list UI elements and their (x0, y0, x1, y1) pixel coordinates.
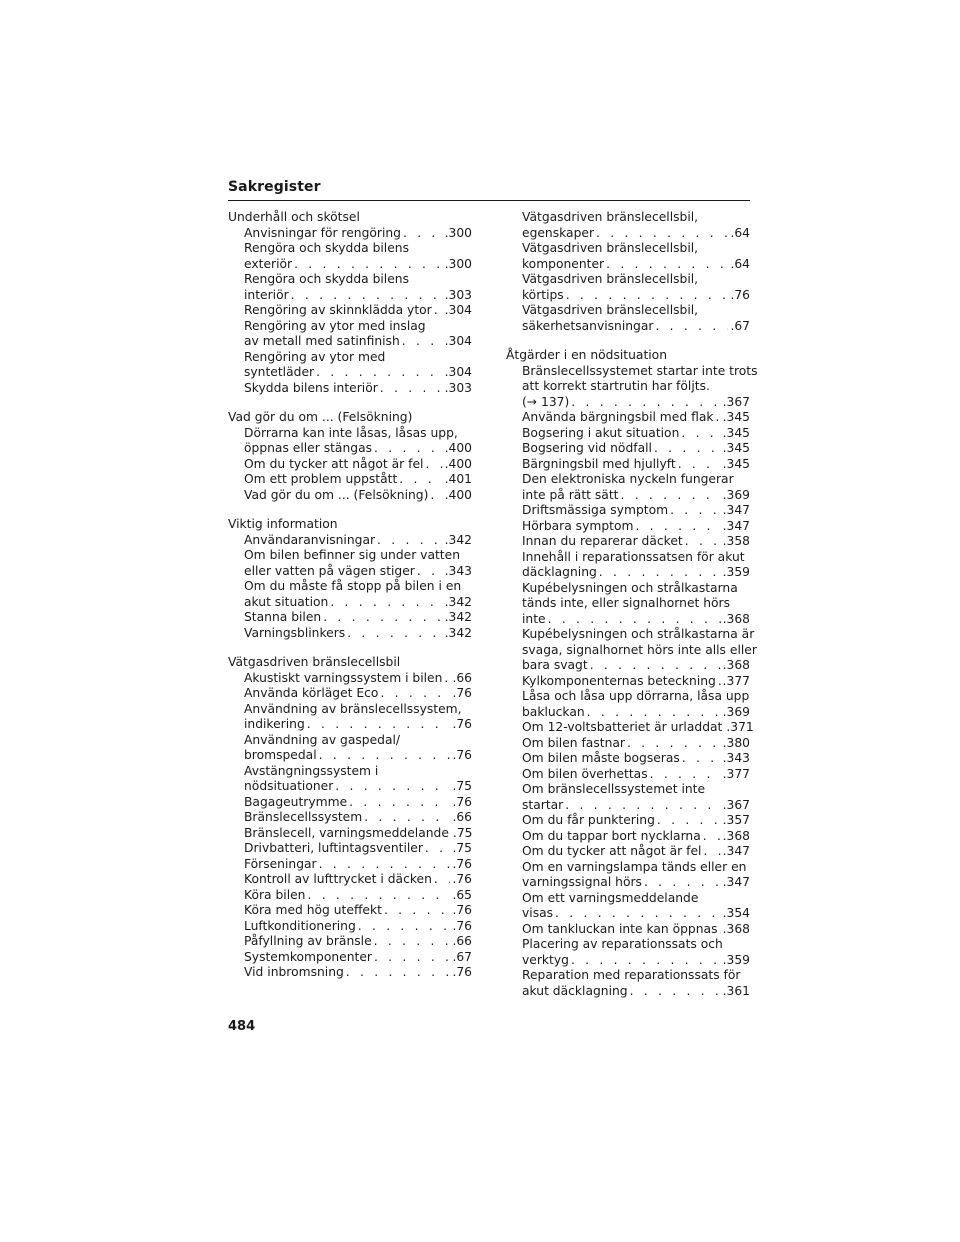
entry-text: Bränslecellssystemet startar inte trots (522, 363, 758, 378)
entry-text: Kylkomponenternas beteckning (522, 673, 716, 688)
dot-leader (546, 612, 721, 628)
index-entry[interactable] (506, 519, 750, 535)
entry-page-ref[interactable]: .359 (722, 565, 750, 579)
index-entry[interactable] (506, 767, 750, 783)
entry-page-ref[interactable]: .347 (722, 844, 750, 858)
index-entry[interactable] (506, 363, 758, 411)
entry-page-ref[interactable]: .367 (722, 797, 750, 812)
entry-page-ref[interactable]: .76 (452, 717, 472, 731)
entry-page-ref[interactable]: .369 (722, 704, 750, 719)
entry-page-ref[interactable]: .361 (722, 983, 750, 998)
index-entry[interactable] (506, 426, 750, 442)
entry-text: Drivbatteri, luftintagsventiler (244, 841, 423, 855)
index-section (228, 517, 472, 641)
entry-text: syntetläder (244, 365, 315, 379)
dot-leader (713, 410, 720, 426)
entry-page-ref[interactable]: .75 (452, 825, 473, 840)
entry-page-ref[interactable]: .377 (722, 673, 750, 688)
entry-page-ref[interactable]: .65 (452, 887, 472, 902)
entry-text: komponenter (522, 256, 605, 271)
entry-text: bakluckan (522, 704, 585, 719)
entry-text: Om bilen överhettas (522, 766, 648, 781)
dot-leader (653, 319, 728, 335)
entry-page-ref[interactable]: .368 (722, 921, 750, 936)
index-entry[interactable] (228, 579, 472, 610)
dot-leader (679, 426, 720, 442)
dot-leader (642, 875, 721, 891)
entry-page-ref[interactable]: .303 (444, 380, 472, 395)
dot-leader (569, 395, 720, 411)
entry-text: Akustiskt varningssystem i bilen (244, 670, 443, 685)
entry-text: Om bilen måste bogseras (522, 751, 680, 765)
index-column-right (506, 210, 758, 1013)
index-entry[interactable] (506, 303, 750, 334)
entry-page-ref[interactable]: .300 (444, 225, 472, 240)
index-entry[interactable] (228, 303, 472, 319)
entry-text: Varningsblinkers (244, 625, 346, 640)
entry-page-ref[interactable]: .401 (444, 472, 472, 486)
dot-leader (321, 610, 442, 626)
index-entry[interactable] (506, 782, 750, 813)
dot-leader (564, 288, 729, 304)
dot-leader (317, 857, 451, 873)
entry-text: inte (522, 611, 546, 626)
dot-leader (305, 717, 451, 733)
entry-text: Om bränslecellssystemet inte (522, 782, 706, 796)
entry-text: Vad gör du om ... (Felsökning) (244, 487, 429, 502)
entry-text: Avstängningssystem i (244, 763, 379, 778)
entry-page-ref[interactable]: .66 (452, 934, 472, 948)
dot-leader (423, 457, 442, 473)
entry-page-ref[interactable]: .76 (452, 686, 472, 700)
entry-text: tänds inte, eller signalhornet hörs (522, 596, 731, 610)
entry-page-ref[interactable]: .304 (444, 334, 472, 348)
dot-leader (618, 488, 720, 504)
index-entry[interactable] (506, 503, 750, 519)
entry-text: däcklagning (522, 565, 597, 579)
dot-leader (317, 748, 451, 764)
entry-text: Bränslecellssystem (244, 810, 363, 824)
dot-leader (432, 303, 443, 319)
entry-text: Kupébelysningen och strålkastarna är (522, 627, 755, 641)
entry-text: Luftkonditionering (244, 918, 356, 933)
index-entry[interactable] (228, 381, 472, 397)
entry-page-ref[interactable]: .345 (722, 441, 750, 455)
entry-text: Om ett varningsmeddelande (522, 890, 699, 905)
entry-page-ref[interactable]: .76 (452, 748, 472, 762)
index-entry[interactable] (506, 937, 750, 968)
entry-page-ref[interactable]: .342 (444, 532, 472, 547)
dot-leader (372, 950, 450, 966)
index-entry[interactable] (228, 488, 472, 504)
entry-text: Driftsmässiga symptom (522, 503, 669, 517)
index-entry[interactable] (506, 689, 750, 720)
index-entry[interactable] (228, 950, 472, 966)
index-section (506, 210, 750, 334)
dot-leader (633, 519, 720, 535)
index-heading: Vad gör du om ... (Felsökning) (228, 410, 413, 424)
entry-page-ref[interactable]: .76 (452, 856, 472, 871)
index-entry[interactable] (228, 764, 472, 795)
dot-leader (594, 226, 728, 242)
entry-page-ref[interactable]: .369 (722, 487, 750, 502)
index-entry[interactable] (228, 919, 472, 935)
entry-page-ref[interactable]: .371 (726, 720, 754, 734)
entry-page-ref[interactable]: .303 (444, 287, 472, 302)
entry-text: Bogsering vid nödfall (522, 441, 652, 455)
dot-leader (356, 919, 451, 935)
entry-page-ref[interactable]: .342 (444, 594, 472, 609)
dot-leader (382, 903, 451, 919)
dot-leader (289, 288, 443, 304)
dot-leader (314, 365, 443, 381)
index-entry[interactable] (228, 872, 472, 888)
entry-page-ref[interactable]: .347 (722, 875, 750, 889)
dot-leader (563, 798, 720, 814)
dot-leader (442, 671, 450, 687)
dot-leader (305, 888, 450, 904)
entry-text: Om en varningslampa tänds eller en (522, 859, 747, 874)
dot-leader (597, 565, 721, 581)
entry-page-ref[interactable]: .343 (444, 563, 472, 578)
entry-text: Om du måste få stopp på bilen i en (244, 579, 462, 593)
entry-page-ref[interactable]: .345 (722, 456, 750, 471)
dot-leader (680, 751, 721, 767)
dot-leader (401, 226, 443, 242)
index-entry[interactable] (228, 686, 472, 702)
index-section (228, 410, 472, 503)
entry-page-ref[interactable]: .304 (444, 365, 472, 379)
header-divider (228, 200, 750, 201)
entry-page-ref[interactable]: .357 (722, 813, 750, 827)
entry-text: Köra bilen (244, 887, 306, 902)
index-entry[interactable] (228, 965, 472, 981)
entry-text: Kontroll av lufttrycket i däcken (244, 872, 432, 886)
entry-page-ref[interactable]: .67 (452, 949, 472, 964)
entry-text: Om du får punktering (522, 813, 655, 827)
dot-leader (328, 595, 442, 611)
index-title: Sakregister (228, 179, 321, 195)
entry-page-ref[interactable]: .368 (722, 611, 750, 626)
index-heading: Underhåll och skötsel (228, 210, 360, 224)
entry-page-ref[interactable]: .347 (722, 518, 750, 533)
index-entry[interactable] (228, 826, 472, 842)
entry-text: egenskaper (522, 225, 595, 240)
entry-text: Om bilen fastnar (522, 735, 625, 750)
entry-text: nödsituationer (244, 779, 334, 793)
entry-text: bara svagt (522, 658, 588, 672)
entry-page-ref[interactable]: .342 (444, 610, 472, 624)
index-entry[interactable] (228, 671, 472, 687)
entry-page-ref[interactable]: .64 (730, 256, 750, 271)
entry-text: Rengöra och skydda bilens (244, 272, 409, 286)
index-column-left (228, 210, 472, 995)
index-entry[interactable] (506, 844, 750, 860)
entry-page-ref[interactable]: .64 (730, 225, 750, 240)
dot-leader (292, 257, 443, 273)
entry-text: Om tankluckan inte kan öppnas (522, 921, 718, 936)
entry-text: Vätgasdriven bränslecellsbil, (522, 241, 699, 255)
entry-text: Reparation med reparationssats för (522, 968, 741, 982)
entry-text: av metall med satinfinish (244, 334, 400, 348)
entry-text: Vätgasdriven bränslecellsbil, (522, 210, 699, 224)
index-entry[interactable] (506, 410, 750, 426)
dot-leader (588, 658, 721, 674)
index-entry[interactable] (228, 426, 472, 457)
entry-page-ref[interactable]: .368 (722, 658, 750, 672)
entry-text: eller vatten på vägen stiger (244, 563, 415, 578)
dot-leader (344, 965, 451, 981)
index-entry[interactable] (228, 857, 472, 873)
entry-text: Använda bärgningsbil med flak (522, 410, 714, 424)
entry-page-ref[interactable]: .345 (722, 425, 750, 440)
entry-text: Om du tycker att något är fel (244, 456, 424, 471)
dot-leader (423, 841, 451, 857)
index-entry[interactable] (228, 934, 472, 950)
entry-page-ref[interactable]: .368 (722, 828, 750, 843)
index-entry[interactable] (228, 472, 472, 488)
index-entry[interactable] (506, 627, 757, 674)
entry-text: Rengöring av skinnklädda ytor (244, 303, 432, 317)
entry-page-ref[interactable]: .304 (444, 303, 472, 317)
entry-text: Systemkomponenter (244, 949, 372, 964)
entry-text: Använda körläget Eco (244, 686, 379, 700)
entry-text: Om du tappar bort nycklarna (522, 828, 701, 843)
entry-text: Om du tycker att något är fel (522, 844, 702, 858)
dot-leader (347, 795, 450, 811)
index-heading: Vätgasdriven bränslecellsbil (228, 655, 401, 669)
index-entry[interactable] (506, 472, 750, 503)
entry-text: Bagageutrymme (244, 794, 348, 809)
index-entry[interactable] (228, 533, 472, 549)
index-entry[interactable] (228, 733, 472, 764)
entry-text: varningssignal hörs (522, 875, 642, 889)
entry-text: Rengöra och skydda bilens (244, 241, 409, 255)
dot-leader (378, 686, 450, 702)
dot-leader (375, 533, 443, 549)
index-entry[interactable] (506, 241, 750, 272)
index-heading: Åtgärder i en nödsituation (506, 348, 667, 362)
dot-leader (701, 829, 721, 845)
index-entry[interactable] (506, 272, 750, 303)
entry-text: visas (522, 906, 554, 920)
dot-leader (372, 441, 443, 457)
entry-text: akut situation (244, 594, 329, 609)
entry-page-ref[interactable]: .400 (444, 487, 472, 502)
index-entry[interactable] (506, 674, 750, 690)
entry-text: (→ 137) (522, 394, 570, 409)
index-entry[interactable] (506, 581, 750, 628)
entry-page-ref[interactable]: .76 (452, 918, 472, 933)
entry-page-ref[interactable]: .76 (730, 287, 750, 302)
entry-page-ref[interactable]: .380 (722, 735, 750, 750)
entry-text: Den elektroniska nyckeln fungerar (522, 472, 734, 486)
entry-text: Om bilen befinner sig under vatten (244, 548, 460, 562)
index-entry[interactable] (506, 534, 750, 550)
entry-page-ref[interactable]: .354 (722, 906, 750, 920)
entry-text: Användaranvisningar (244, 532, 376, 547)
entry-page-ref[interactable]: .358 (722, 534, 750, 548)
dot-leader (569, 953, 721, 969)
index-entry[interactable] (228, 626, 472, 642)
entry-text: Innan du reparerar däcket (522, 534, 683, 548)
index-entry[interactable] (228, 841, 472, 857)
index-entry[interactable] (228, 610, 472, 626)
entry-page-ref[interactable]: .76 (452, 965, 472, 979)
dot-leader (628, 984, 721, 1000)
entry-text: Dörrarna kan inte låsas, låsas upp, (244, 425, 458, 440)
dot-leader (432, 872, 451, 888)
page-number: 484 (228, 1019, 256, 1034)
entry-text: att korrekt startrutin har följts. (522, 379, 710, 393)
entry-page-ref[interactable]: .75 (452, 841, 472, 855)
entry-text: Innehåll i reparationssatsen för akut (522, 549, 745, 564)
entry-text: Skydda bilens interiör (244, 380, 378, 395)
entry-page-ref[interactable]: .377 (722, 766, 750, 781)
index-heading: Viktig information (228, 517, 338, 531)
index-entry[interactable] (228, 241, 472, 272)
dot-leader (648, 767, 721, 783)
index-entry[interactable] (506, 720, 754, 736)
index-entry[interactable] (228, 888, 472, 904)
index-entry[interactable] (228, 457, 472, 473)
dot-leader (415, 564, 443, 580)
index-section (228, 655, 472, 981)
entry-text: inte på rätt sätt (522, 487, 619, 502)
index-entry[interactable] (506, 891, 750, 922)
index-entry[interactable] (228, 226, 472, 242)
index-entry[interactable] (506, 457, 750, 473)
dot-leader (676, 457, 721, 473)
entry-text: Om 12-voltsbatteriet är urladdat (522, 720, 723, 734)
index-entry[interactable] (228, 903, 472, 919)
entry-text: Stanna bilen (244, 610, 322, 624)
entry-text: Anvisningar för rengöring (244, 225, 401, 240)
dot-leader (372, 934, 451, 950)
entry-page-ref[interactable]: .300 (444, 256, 472, 271)
index-section (228, 210, 472, 396)
entry-page-ref[interactable]: .347 (722, 503, 750, 517)
entry-text: säkerhetsanvisningar (522, 318, 654, 333)
dot-leader (655, 813, 721, 829)
entry-page-ref[interactable]: .359 (722, 952, 750, 967)
entry-page-ref[interactable]: .400 (444, 441, 472, 455)
entry-text: Rengöring av ytor med (244, 349, 386, 364)
entry-text: Vätgasdriven bränslecellsbil, (522, 272, 699, 286)
dot-leader (333, 779, 450, 795)
entry-page-ref[interactable]: .75 (452, 779, 472, 793)
entry-text: interiör (244, 287, 289, 302)
entry-page-ref[interactable]: .345 (722, 410, 750, 424)
entry-text: Påfyllning av bränsle (244, 934, 372, 948)
entry-text: akut däcklagning (522, 983, 628, 998)
index-entry[interactable] (506, 210, 750, 241)
entry-page-ref[interactable]: .76 (452, 872, 472, 886)
entry-page-ref[interactable]: .66 (452, 670, 472, 685)
entry-text: Vid inbromsning (244, 965, 344, 979)
entry-text: körtips (522, 287, 564, 302)
entry-text: öppnas eller stängas (244, 441, 373, 455)
entry-text: Bränslecell, varningsmeddelande (244, 825, 449, 840)
entry-text: Om ett problem uppstått (244, 472, 398, 486)
entry-page-ref[interactable]: .367 (722, 394, 750, 409)
dot-leader (378, 381, 443, 397)
entry-text: Kupébelysningen och strålkastarna (522, 580, 738, 595)
dot-leader (604, 257, 728, 273)
index-entry[interactable] (228, 548, 472, 579)
entry-text: verktyg (522, 952, 569, 967)
dot-leader (668, 503, 721, 519)
entry-text: Låsa och låsa upp dörrarna, låsa upp (522, 689, 750, 703)
index-entry[interactable] (506, 441, 750, 457)
entry-page-ref[interactable]: .343 (722, 751, 750, 765)
dot-leader (553, 906, 721, 922)
index-entry[interactable] (506, 736, 750, 752)
entry-page-ref[interactable]: .67 (730, 318, 750, 333)
dot-leader (585, 705, 721, 721)
entry-text: bromspedal (244, 748, 317, 762)
index-entry[interactable] (228, 702, 472, 733)
entry-text: Vätgasdriven bränslecellsbil, (522, 303, 699, 317)
index-entry[interactable] (228, 795, 472, 811)
dot-leader (625, 736, 721, 752)
index-entry[interactable] (506, 860, 750, 891)
index-section (506, 348, 758, 999)
index-entry[interactable] (506, 751, 750, 767)
dot-leader (397, 472, 442, 488)
entry-text: exteriör (244, 256, 293, 271)
index-entry[interactable] (506, 550, 750, 581)
index-entry[interactable] (506, 829, 750, 845)
entry-text: Användning av bränslecellssystem, (244, 701, 462, 716)
dot-leader (400, 334, 443, 350)
dot-leader (701, 844, 720, 860)
entry-text: Placering av reparationssats och (522, 937, 723, 951)
entry-text: startar (522, 797, 564, 812)
entry-text: Köra med hög uteffekt (244, 903, 382, 917)
dot-leader (362, 810, 450, 826)
entry-page-ref[interactable]: .66 (452, 810, 472, 824)
entry-page-ref[interactable]: .76 (452, 794, 472, 809)
entry-text: Förseningar (244, 856, 317, 871)
index-entry[interactable] (228, 810, 472, 826)
entry-text: Rengöring av ytor med inslag (244, 318, 426, 333)
index-entry[interactable] (228, 319, 472, 350)
dot-leader (345, 626, 442, 642)
entry-text: Bogsering i akut situation (522, 425, 680, 440)
dot-leader (428, 488, 442, 504)
index-entry[interactable] (506, 922, 750, 938)
entry-page-ref[interactable]: .400 (444, 456, 472, 471)
index-entry[interactable] (506, 968, 750, 999)
index-entry[interactable] (228, 272, 472, 303)
entry-text: Hörbara symptom (522, 518, 634, 533)
index-entry[interactable] (228, 350, 472, 381)
entry-page-ref[interactable]: .342 (444, 625, 472, 640)
dot-leader (652, 441, 721, 457)
dot-leader (683, 534, 721, 550)
entry-text: indikering (244, 717, 305, 731)
entry-text: svaga, signalhornet hörs inte alls eller (522, 642, 757, 657)
index-entry[interactable] (506, 813, 750, 829)
entry-page-ref[interactable]: .76 (452, 903, 472, 917)
entry-text: Bärgningsbil med hjullyft (522, 456, 676, 471)
entry-text: Användning av gaspedal/ (244, 732, 401, 747)
